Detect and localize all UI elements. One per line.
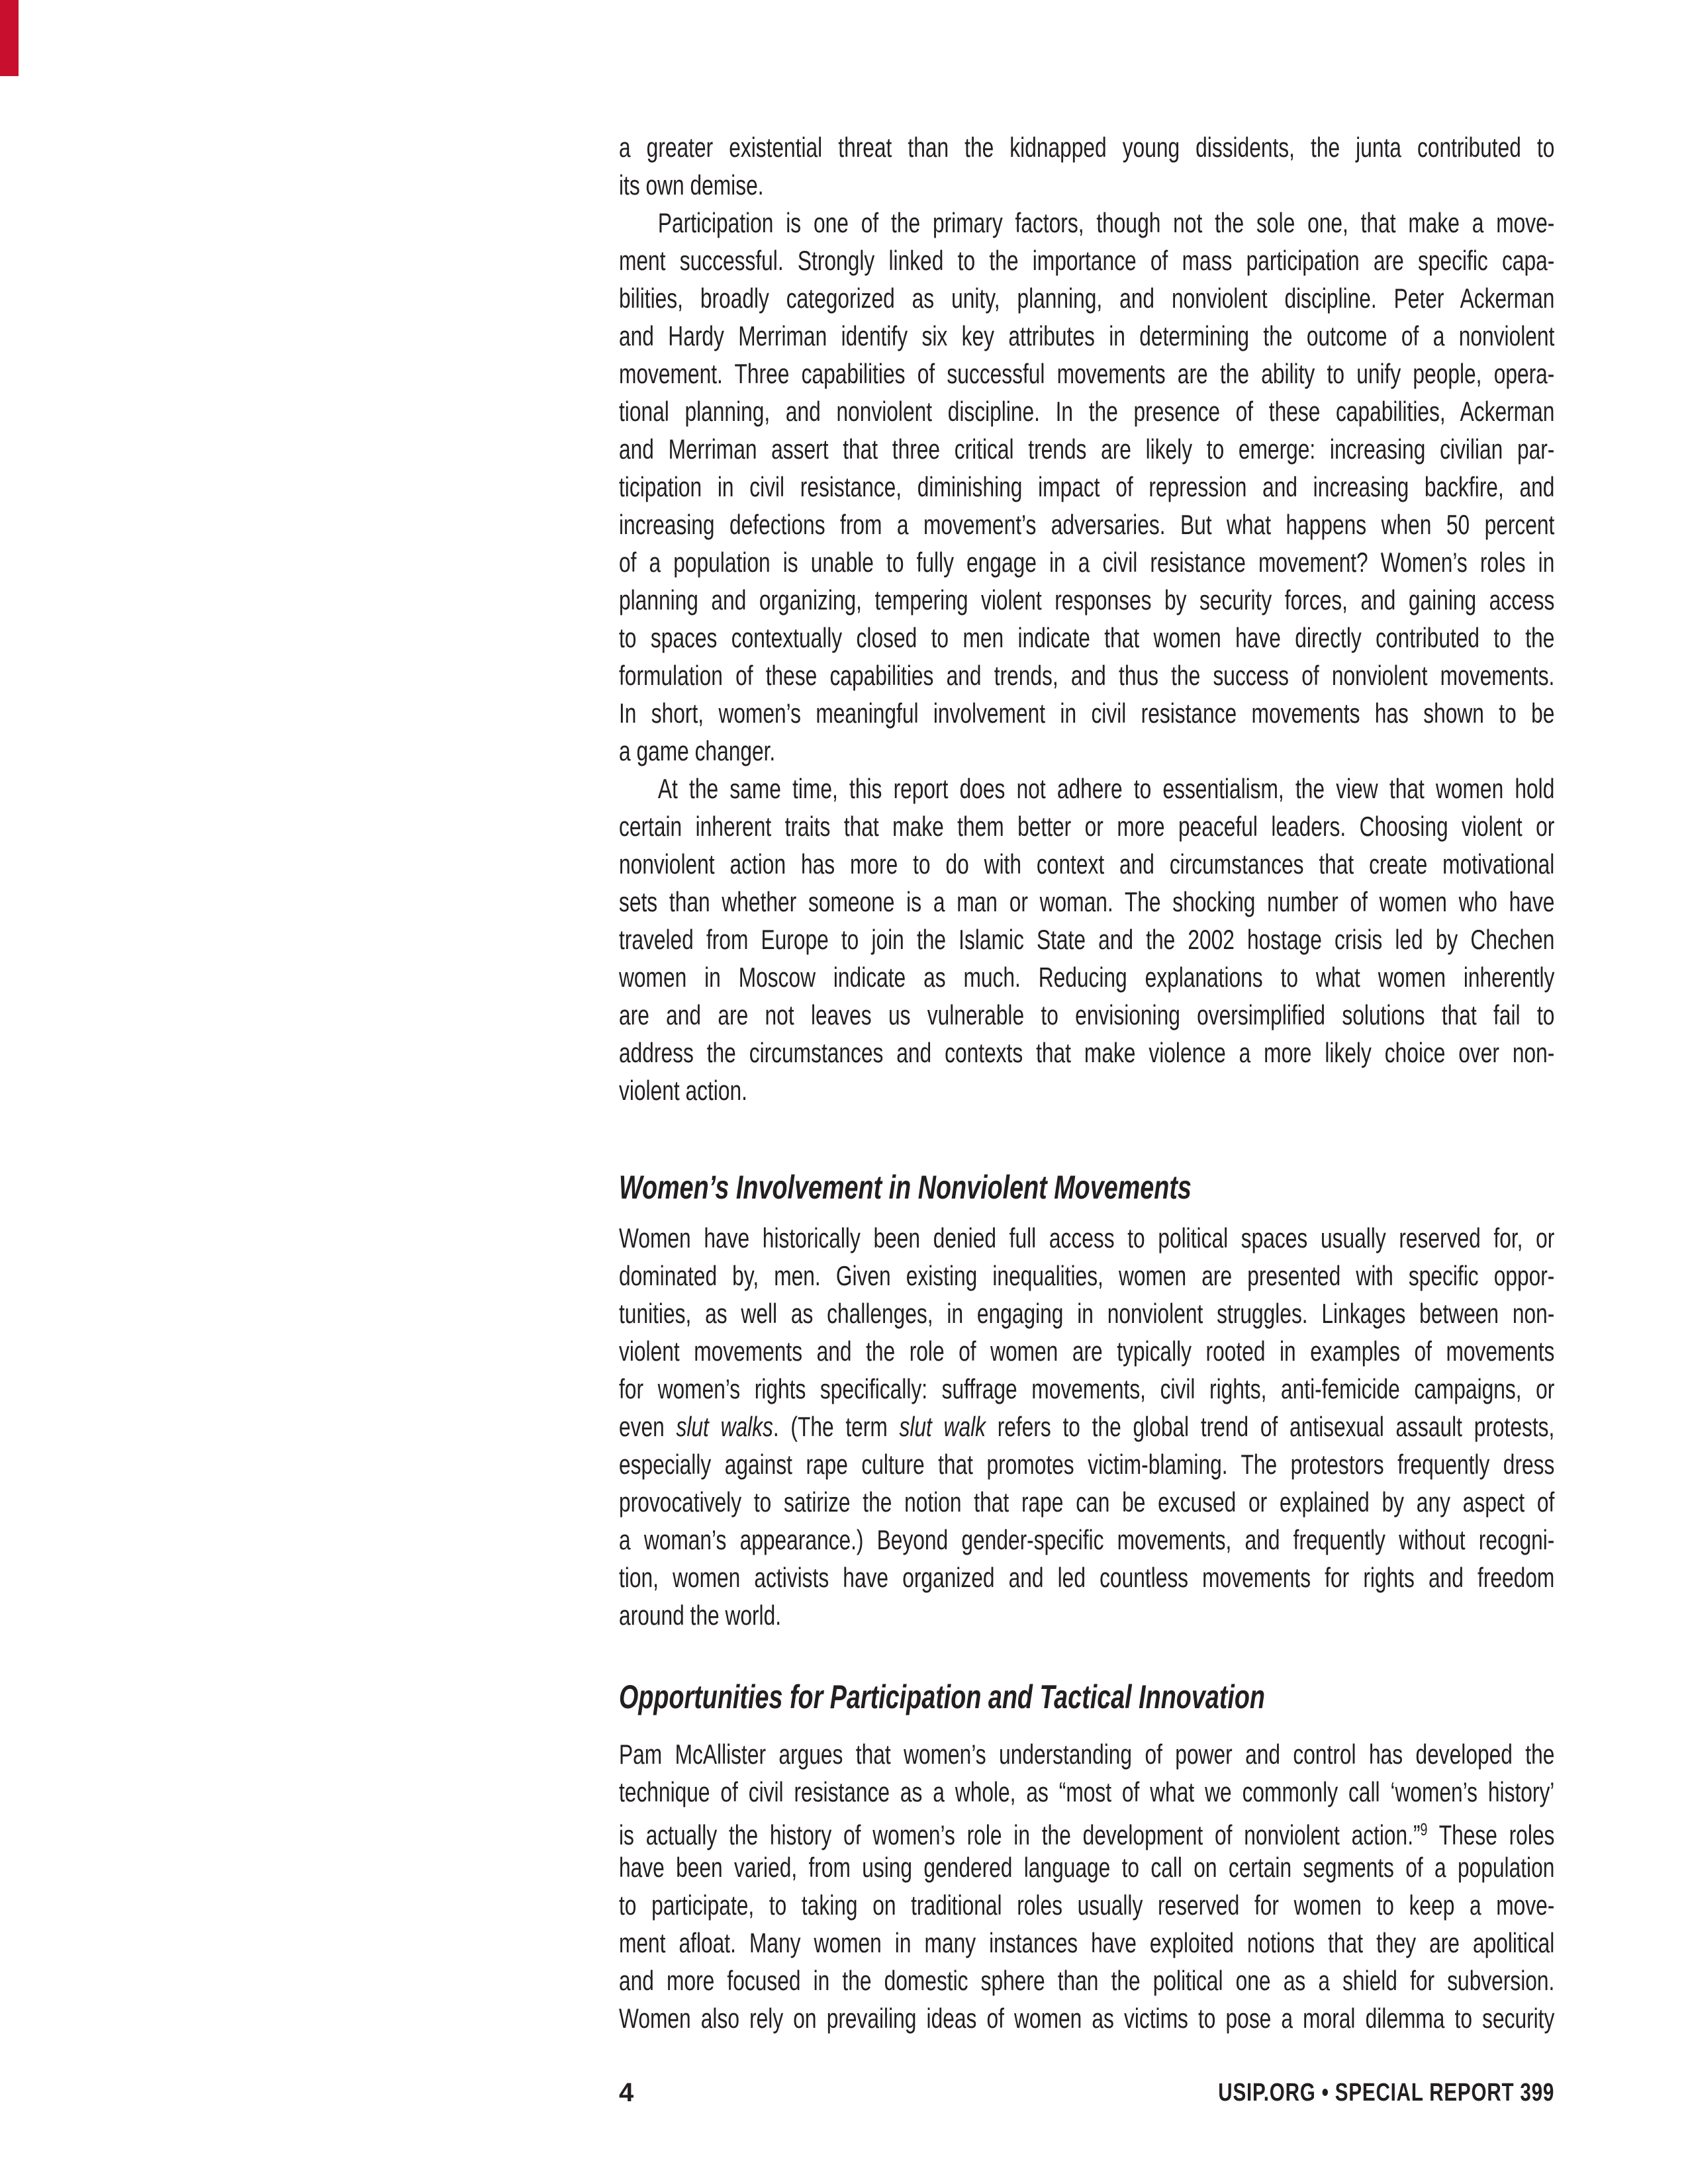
text-line — [619, 1408, 1554, 1445]
text-line: its own demise. — [619, 169, 764, 201]
text-line: a game changer. — [619, 735, 776, 766]
text-line: and Merriman assert that three critical trends are likely to emerge: increasing civilian par- — [619, 433, 1555, 465]
footer-page-number: 4 — [619, 2078, 634, 2107]
italic-term: slut walk — [899, 1411, 986, 1442]
text-line: women in Moscow indicate as much. Reducing explanations to what women inherently — [619, 962, 1555, 993]
text-line: sets than whether someone is a man or woman. The shocking number of women who have — [619, 886, 1555, 917]
text-line: to spaces contextually closed to men indicate that women have directly contributed to the — [619, 622, 1555, 653]
footer-report-label: USIP.ORG • SPECIAL REPORT 399 — [1218, 2079, 1554, 2107]
section-heading: Women’s Involvement in Nonviolent Movements — [619, 1169, 1192, 1206]
text-line: for women’s rights specifically: suffrage movements, civil rights, anti-femicide campaigns, or — [619, 1373, 1555, 1404]
body-text-column — [619, 128, 1554, 2037]
text-line: and more focused in the domestic sphere than the political one as a shield for subversion. — [619, 1965, 1555, 1996]
page-edge-accent-bar — [0, 0, 19, 76]
text-line: ment afloat. Many women in many instances have exploited notions that they are apolitical — [619, 1927, 1555, 1958]
text-line: ticipation in civil resistance, diminishing impact of repression and increasing backfire, and — [619, 471, 1555, 502]
text-line: a woman’s appearance.) Beyond gender-specific movements, and frequently without recogni- — [619, 1524, 1555, 1555]
text-line — [619, 1811, 1554, 1848]
text-line: and Hardy Merriman identify six key attributes in determining the outcome of a nonviolent — [619, 320, 1555, 351]
text-line: planning and organizing, tempering violent responses by security forces, and gaining access — [619, 584, 1555, 615]
text-line: of a population is unable to fully engage in a civil resistance movement? Women’s roles in — [619, 547, 1555, 578]
text-segment: even — [619, 1411, 677, 1442]
text-line: increasing defections from a movement’s adversaries. But what happens when 50 percent — [619, 509, 1555, 540]
text-line: a greater existential threat than the kidnapped young dissidents, the junta contributed to — [619, 132, 1555, 163]
italic-term: slut walks — [676, 1411, 773, 1442]
section-heading: Opportunities for Participation and Tactical Innovation — [619, 1678, 1265, 1715]
text-segment: refers to the global trend of antisexual assault protests, — [985, 1411, 1555, 1442]
text-line: bilities, broadly categorized as unity, planning, and nonviolent discipline. Peter Ackerman — [619, 283, 1555, 314]
text-line: violent action. — [619, 1075, 747, 1106]
text-line: around the world. — [619, 1600, 782, 1631]
text-line: dominated by, men. Given existing inequalities, women are presented with specific oppor- — [619, 1260, 1555, 1291]
text-segment: is actually the history of women’s role in the development of nonviolent action.” — [619, 1819, 1421, 1850]
text-line: movement. Three capabilities of successful movements are the ability to unify people, opera- — [619, 358, 1555, 389]
text-line: At the same time, this report does not adhere to essentialism, the view that women hold — [657, 773, 1555, 804]
text-line: especially against rape culture that promotes victim-blaming. The protestors frequently dress — [619, 1449, 1555, 1480]
text-line: tunities, as well as challenges, in engaging in nonviolent struggles. Linkages between non- — [619, 1298, 1555, 1329]
text-line: tional planning, and nonviolent discipline. In the presence of these capabilities, Ackerman — [619, 396, 1555, 427]
text-line: Participation is one of the primary factors, though not the sole one, that make a move- — [657, 207, 1555, 238]
text-line: nonviolent action has more to do with context and circumstances that create motivational — [619, 848, 1555, 880]
text-line: Women have historically been denied full access to political spaces usually reserved for, or — [619, 1222, 1555, 1253]
text-line: ment successful. Strongly linked to the importance of mass participation are specific capa- — [619, 245, 1555, 276]
text-line: violent movements and the role of women are typically rooted in examples of movements — [619, 1336, 1555, 1367]
text-line: tion, women activists have organized and led countless movements for rights and freedom — [619, 1562, 1555, 1593]
text-line: provocatively to satirize the notion that rape can be excused or explained by any aspect of — [619, 1486, 1555, 1518]
text-line: Women also rely on prevailing ideas of women as victims to pose a moral dilemma to security — [619, 2003, 1555, 2034]
text-line: certain inherent traits that make them better or more peaceful leaders. Choosing violent or — [619, 811, 1555, 842]
text-line: have been varied, from using gendered language to call on certain segments of a population — [619, 1852, 1555, 1883]
text-line: formulation of these capabilities and trends, and thus the success of nonviolent movements. — [619, 660, 1555, 691]
text-line: to participate, to taking on traditional roles usually reserved for women to keep a move- — [619, 1889, 1555, 1921]
text-line: address the circumstances and contexts that make violence a more likely choice over non- — [619, 1037, 1555, 1068]
text-line: In short, women’s meaningful involvement in civil resistance movements has shown to be — [619, 698, 1555, 729]
footnote-reference: 9 — [1420, 1819, 1428, 1839]
text-line: Pam McAllister argues that women’s understanding of power and control has developed the — [619, 1739, 1555, 1770]
text-segment: . (The term — [773, 1411, 900, 1442]
text-segment: These roles — [1427, 1819, 1555, 1850]
text-line: are and are not leaves us vulnerable to envisioning oversimplified solutions that fail to — [619, 999, 1555, 1030]
text-line: technique of civil resistance as a whole, as “most of what we commonly call ‘women’s history’ — [619, 1776, 1555, 1807]
text-line: traveled from Europe to join the Islamic State and the 2002 hostage crisis led by Chechen — [619, 924, 1555, 955]
